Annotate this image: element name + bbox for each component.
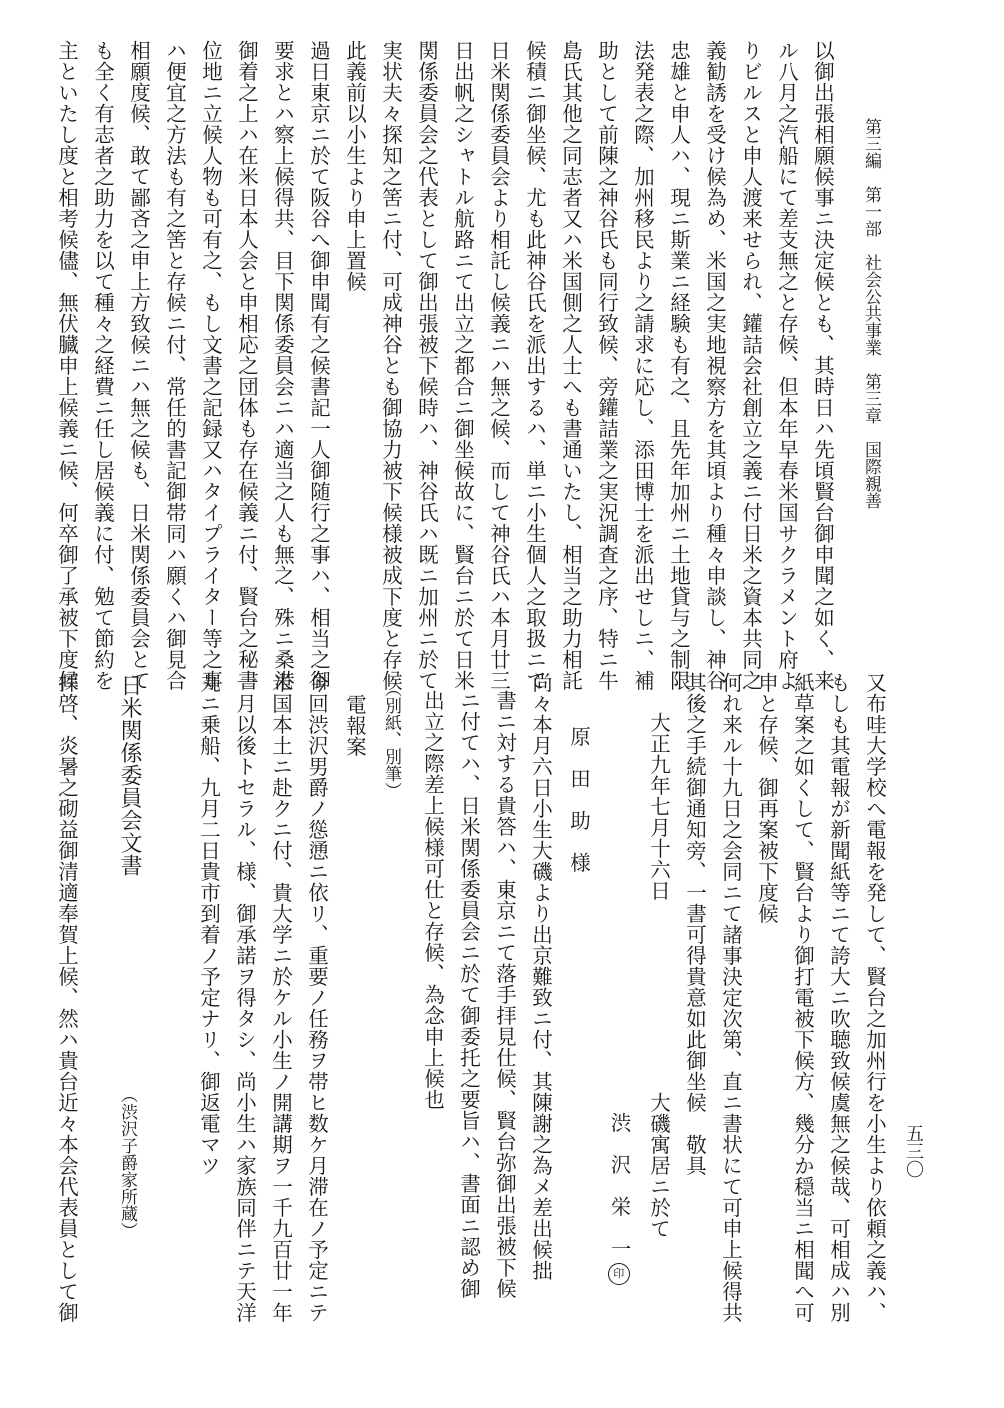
text-column: 法発表之際、加州移民より之請求に応し、添田博士を派出せしニ、補: [630, 40, 655, 691]
text-column: りビルスと申人渡来せられ、鑵詰会社創立之義ニ付日米之資本共同之: [738, 40, 763, 691]
text-column: 義勧誘を受け候為め、米国之実地視察方を其頃より種々申談し、神谷: [702, 40, 727, 691]
telegram-column: 丸ニ乗船、九月二日貴市到着ノ予定ナリ、御返電マツ: [196, 672, 221, 1176]
text-column: 此義前以小生より申上置候: [342, 40, 367, 292]
text-column: 日米関係委員会より相託し候義ニハ無之候、而して神谷氏ハ本月廿三: [486, 40, 511, 691]
signer-name: [608, 1112, 630, 1285]
addressee: 原 田 助 様: [566, 726, 591, 873]
letter-place: 大磯寓居ニ於て: [646, 1092, 671, 1239]
postscript-column: 出立之際差上候様可仕と存候、為念申上候也: [420, 690, 445, 1110]
text-column: も全く有志者之助力を以て種々之経費ニ任し居候義に付、勉て節約を: [90, 40, 115, 691]
telegram-column: 米国本土ニ赴クニ付、貴大学ニ於ケル小生ノ開講期ヲ一千九百廿一年: [268, 672, 293, 1323]
text-column: 相願度候、敢て鄙吝之申上方致候ニハ無之候も、日米関係委員会とて: [126, 40, 151, 691]
telegram-column: 一月以後トセラル、様、御承諾ヲ得タシ、尚小生ハ家族同伴ニテ天洋: [232, 672, 257, 1323]
text-column: 位地ニ立候人物も可有之、もし文書之記録又ハタイプライター等之事: [198, 40, 223, 691]
signer-text: 渋 沢 栄 一: [607, 1112, 631, 1259]
running-header: 第三編 第一部 社会公共事業 第三章 国際親善: [861, 118, 881, 509]
text-column: 主といたし度と相考候儘、無伏臓申上候義ニ候、何卒御了承被下度候: [54, 40, 79, 691]
text-column: 島氏其他之同志者又ハ米国側之人士へも書通いたし、相当之助力相託: [558, 40, 583, 691]
postscript-column: ニ付てハ、日米関係委員会ニ於て御委托之要旨ハ、書面ニ認め御: [456, 690, 481, 1299]
text-column: ハ便宜之方法も有之筈と存候ニ付、常任的書記御帯同ハ願くハ御見合: [162, 40, 187, 691]
postscript-column: 書ニ対する貴答ハ、東京ニて落手拝見仕候、賢台弥御出張被下候: [492, 690, 517, 1299]
letter-date: 大正九年七月十六日: [646, 712, 671, 901]
page-number: 五三〇: [903, 1124, 924, 1178]
text-column: 以御出張相願候事ニ決定候とも、其時日ハ先頃賢台御申聞之如く、来: [810, 40, 835, 691]
document-source: （渋沢子爵家所蔵）: [117, 1086, 137, 1239]
text-column: 過日東京ニ於て阪谷へ御申聞有之候書記一人御随行之事ハ、相当之御: [306, 40, 331, 691]
letter-column: 其後之手続御通知旁、一書可得貴意如此御坐候 敬具: [682, 672, 707, 1176]
telegram-column: 今回渋沢男爵ノ慫慂ニ依リ、重要ノ任務ヲ帯ヒ数ケ月滞在ノ予定ニテ: [304, 672, 329, 1323]
seal-mark: 印: [608, 1263, 630, 1285]
text-column: 御着之上ハ在米日本人会と申相応之団体も存在候義ニ付、賢台之秘書: [234, 40, 259, 691]
text-column: 忠雄と申人ハ、現ニ斯業ニ経験も有之、且先年加州ニ土地貸与之制限: [666, 40, 691, 691]
telegram-title: 電報案: [342, 694, 367, 757]
letter-column: もしも其電報が新聞紙等ニて誇大ニ吹聴致候虞無之候哉、可相成ハ別: [826, 672, 851, 1323]
text-column: 関係委員会之代表として御出張被下候時ハ、神谷氏ハ既ニ加州ニ於て: [414, 40, 439, 691]
document-title: 日米関係委員会文書: [117, 674, 142, 877]
attachment-note: （別紙、別筆）: [381, 680, 401, 799]
letter-column: 何れ来ル十九日之会同ニて諸事決定次第、直ニ書状にて可申上候得共: [718, 672, 743, 1323]
text-column: 助として前陳之神谷氏も同行致候、旁鑵詰業之実況調査之序、特ニ牛: [594, 40, 619, 691]
text-column: 実状夫々探知之筈ニ付、可成神谷とも御協力被下候様被成下度と存候: [378, 40, 403, 691]
letter-opening: 拝啓、炎暑之砌益御清適奉賀上候、然ハ貴台近々本会代表員として御: [54, 672, 79, 1323]
letter-column: 申と存候、御再案被下度候: [754, 672, 779, 924]
text-column: 日出帆之シャトル航路ニて出立之都合ニ御坐候故に、賢台ニ於て日米: [450, 40, 475, 691]
text-column: ル八月之汽船にて差支無之と存候、但本年早春米国サクラメント府よ: [774, 40, 799, 691]
postscript-column: 尚々本月六日小生大磯より出京難致ニ付、其陳謝之為メ差出候拙: [528, 672, 553, 1281]
text-column: 候積ニ御坐候、尤も此神谷氏を派出するハ、単ニ小生個人之取扱ニて: [522, 40, 547, 691]
text-column: 要求とハ察上候得共、目下関係委員会ニハ適当之人も無之、殊ニ桑港: [270, 40, 295, 691]
letter-column: 紙草案之如くして、賢台より御打電被下候方、幾分か穏当ニ相聞へ可: [790, 672, 815, 1323]
letter-column: 又布哇大学校へ電報を発して、賢台之加州行を小生より依頼之義ハ、: [862, 672, 887, 1323]
